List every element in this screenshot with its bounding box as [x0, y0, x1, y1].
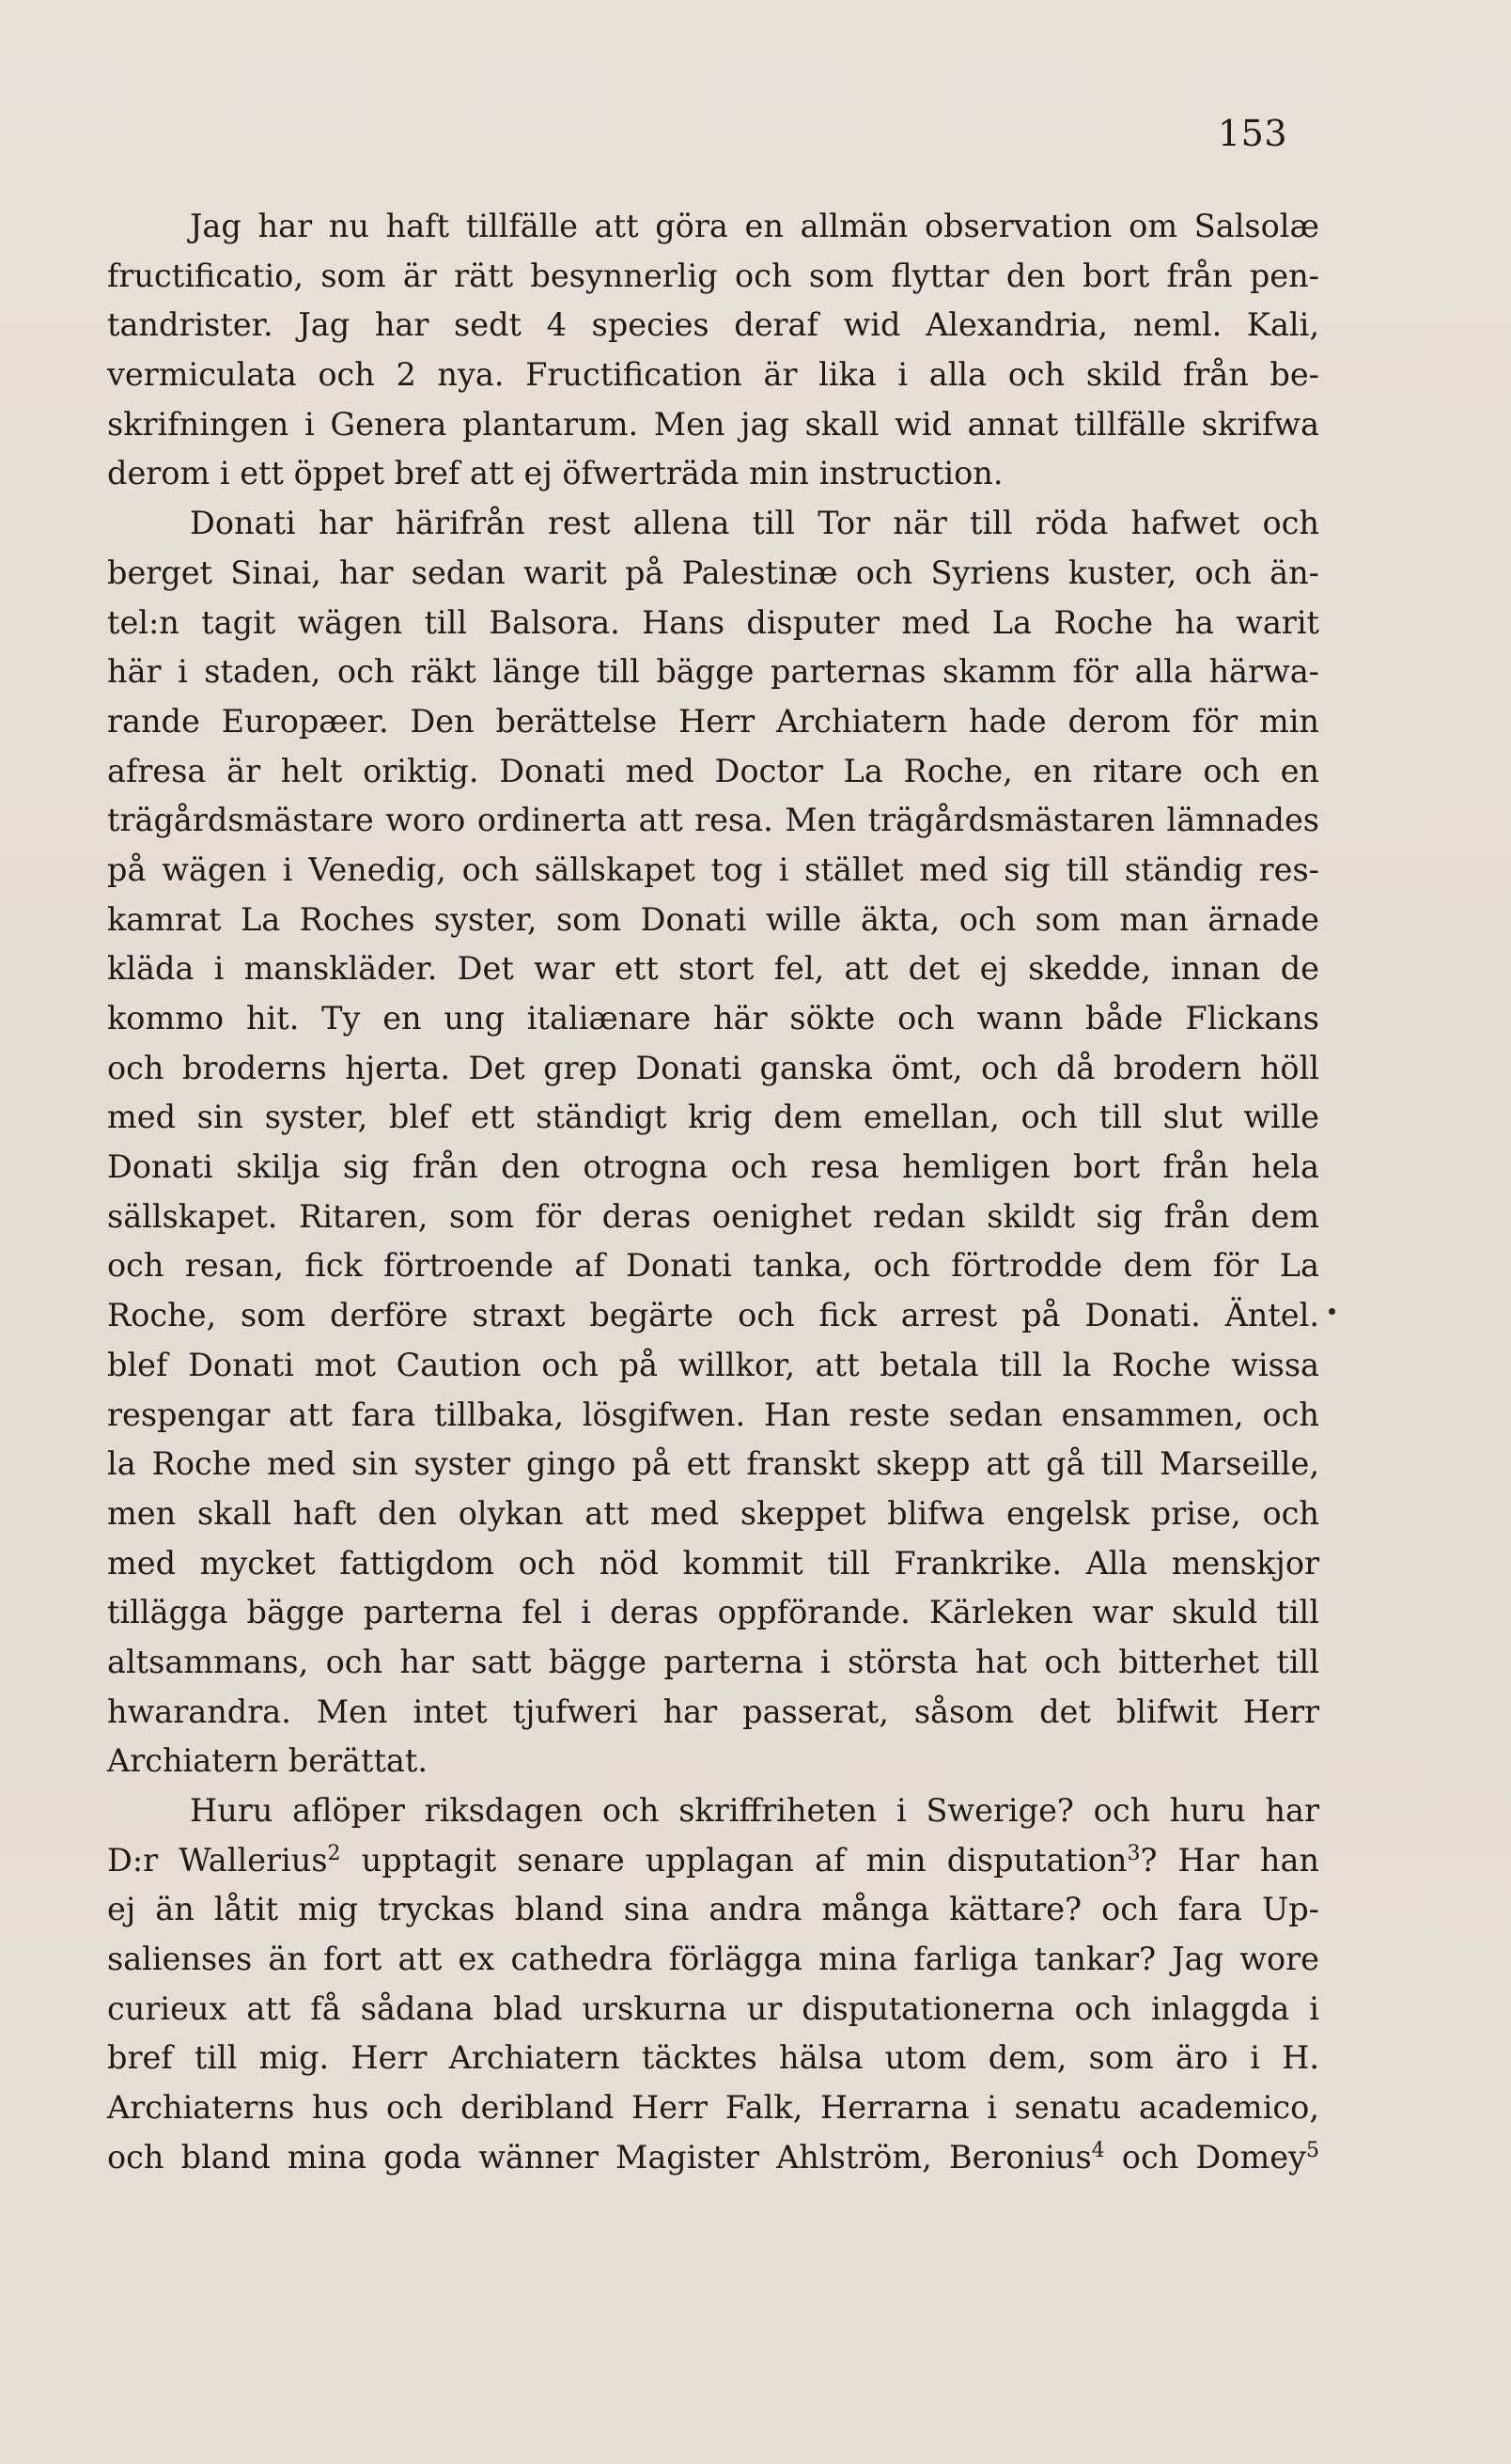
text-line: fructificatio, som är rätt besynnerlig och som flyttar den bort från pen-	[107, 257, 1319, 294]
text-line: vermiculata och 2 nya. Fructification är lika i alla och skild från be-	[107, 356, 1319, 394]
text-line: Huru aflöper riksdagen och skriffriheten i Swerige? och huru har	[190, 1792, 1319, 1829]
text-line: respengar att fara tillbaka, lösgifwen. Han reste sedan ensammen, och	[107, 1396, 1319, 1433]
text-line: kamrat La Roches syster, som Donati wille äkta, och som man ärnade	[107, 900, 1319, 938]
text-line: Donati har härifrån rest allena till Tor när till röda hafwet och	[190, 505, 1319, 542]
text-line: tel:n tagit wägen till Balsora. Hans disputer med La Roche ha warit	[107, 603, 1319, 641]
text-line: la Roche med sin syster gingo på ett franskt skepp att gå till Marseille,	[107, 1445, 1319, 1483]
text-line: och broderns hjerta. Det grep Donati ganska ömt, och då brodern höll	[107, 1049, 1319, 1086]
text-line: men skall haft den olykan att med skeppet blifwa engelsk prise, och	[107, 1494, 1319, 1532]
text-line: trägårdsmästare woro ordinerta att resa. Men trägårdsmästaren lämnades	[107, 802, 1319, 839]
text-line: på wägen i Venedig, och sällskapet tog i stället med sig till ständig res-	[107, 850, 1319, 888]
text-segment: upptagit senare upplagan af min disputation	[340, 1841, 1128, 1879]
text-line: och resan, fick förtroende af Donati tanka, och förtrodde dem för La	[107, 1247, 1319, 1285]
text-line: sällskapet. Ritaren, som för deras oenighet redan skildt sig från dem	[107, 1197, 1319, 1235]
margin-mark	[1329, 1308, 1335, 1315]
text-line: Archiaterns hus och deribland Herr Falk, Herrarna i senatu academico,	[107, 2089, 1319, 2127]
footnote-marker: 5	[1305, 2138, 1319, 2162]
text-segment: och Domey	[1104, 2138, 1306, 2175]
text-line: ej än låtit mig tryckas bland sina andra många kättare? och fara Up-	[107, 1891, 1319, 1928]
text-line: med sin syster, blef ett ständigt krig dem emellan, och till slut wille	[107, 1099, 1319, 1136]
text-segment: D:r Wallerius	[107, 1841, 328, 1879]
text-line: altsammans, och har satt bägge parterna i största hat och bitterhet till	[107, 1643, 1319, 1680]
text-line: Jag har nu haft tillfälle att göra en allmän observation om Salsolæ	[190, 208, 1319, 244]
text-line: curieux att få sådana blad urskurna ur disputationerna och inlaggda i	[107, 1989, 1319, 2027]
text-line	[107, 2133, 1319, 2183]
text-line: blef Donati mot Caution och på willkor, att betala till la Roche wissa	[107, 1346, 1319, 1383]
footnote-marker: 4	[1091, 2138, 1105, 2162]
text-line: Donati skilja sig från den otrogna och resa hemligen bort från hela	[107, 1148, 1319, 1186]
text-line: Archiatern berättat.	[107, 1742, 428, 1780]
text-line	[107, 1836, 1319, 1886]
text-line: afresa är helt oriktig. Donati med Doctor La Roche, en ritare och en	[107, 752, 1319, 789]
text-line: rande Europæer. Den berättelse Herr Archiatern hade derom för min	[107, 702, 1319, 740]
text-line: tandrister. Jag har sedt 4 species deraf wid Alexandria, neml. Kali,	[107, 306, 1319, 344]
text-line: skrifningen i Genera plantarum. Men jag skall wid annat tillfälle skrifwa	[107, 405, 1319, 443]
text-line: berget Sinai, har sedan warit på Palestinæ och Syriens kuster, och än-	[107, 554, 1319, 591]
text-line: derom i ett öppet bref att ej öfwerträda min instruction.	[107, 455, 1004, 492]
text-line: med mycket fattigdom och nöd kommit till Frankrike. Alla menskjor	[107, 1544, 1319, 1582]
footnote-marker: 3	[1127, 1841, 1141, 1865]
footnote-marker: 2	[327, 1841, 341, 1865]
text-line: Roche, som derföre straxt begärte och fick arrest på Donati. Äntel.	[107, 1297, 1319, 1334]
text-line: salienses än fort att ex cathedra förlägga mina farliga tankar? Jag wore	[107, 1941, 1319, 1978]
text-segment: ? Har han	[1140, 1841, 1319, 1879]
text-line: kommo hit. Ty en ung italiænare här sökte och wann både Flickans	[107, 1000, 1319, 1037]
text-line: tillägga bägge parterna fel i deras oppförande. Kärleken war skuld till	[107, 1594, 1319, 1631]
text-line: kläda i manskläder. Det war ett stort fel, att det ej skedde, innan de	[107, 950, 1319, 988]
text-line: här i staden, och räkt länge till bägge parternas skamm för alla härwa-	[107, 653, 1319, 691]
body-text	[107, 202, 1319, 2183]
text-line: bref till mig. Herr Archiatern täcktes hälsa utom dem, som äro i H.	[107, 2039, 1319, 2077]
page-number: 153	[1217, 113, 1287, 154]
text-segment: och bland mina goda wänner Magister Ahlström, Beronius	[107, 2138, 1092, 2175]
text-line: hwarandra. Men intet tjufweri har passerat, såsom det blifwit Herr	[107, 1692, 1319, 1730]
